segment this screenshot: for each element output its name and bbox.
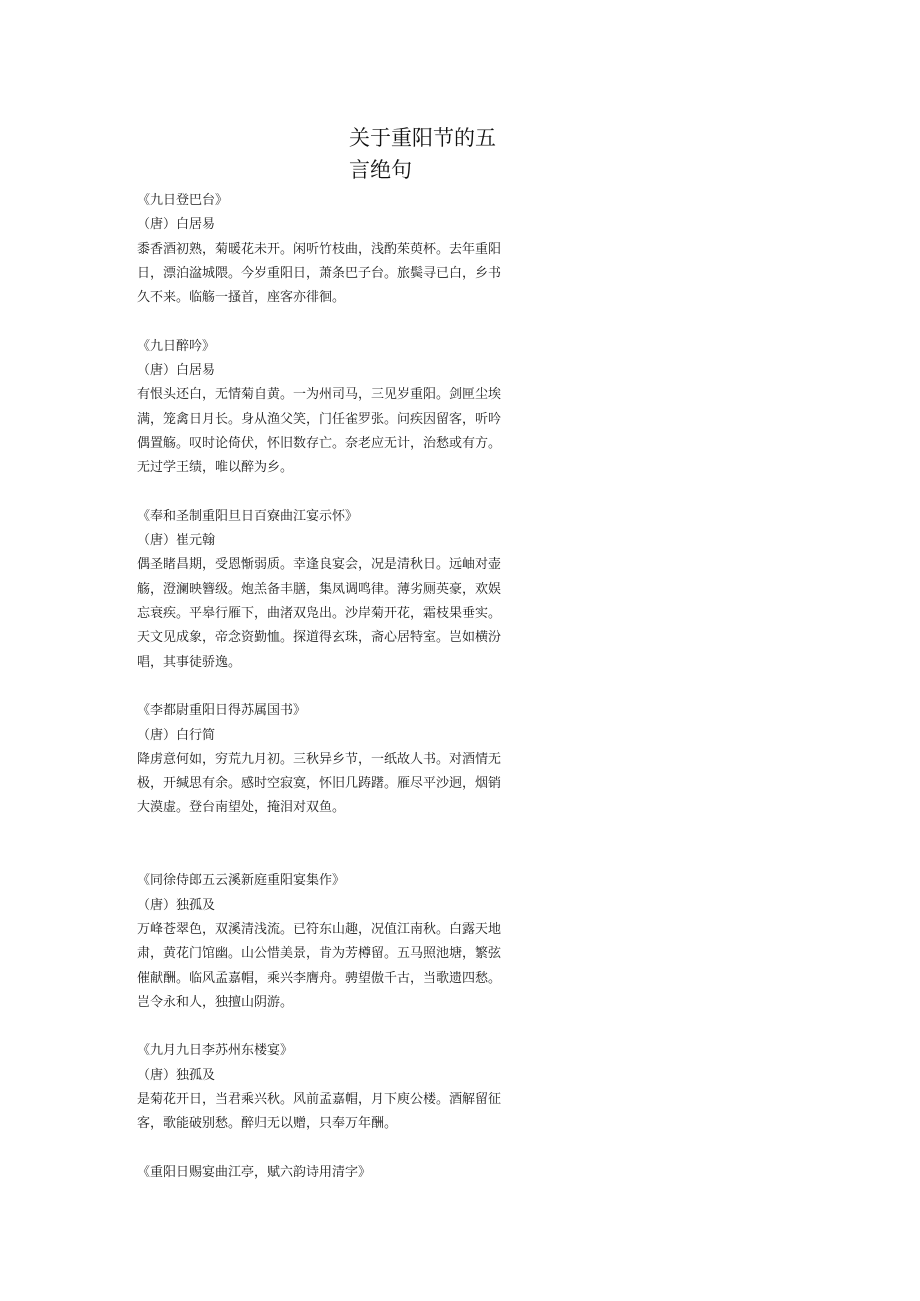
poem-author: （唐）独孤及 <box>137 1067 216 1083</box>
poem-line: 大漠虚。登台南望处，掩泪对双鱼。 <box>137 800 346 816</box>
poem-line: 偶圣睹昌期，受恩惭弱质。幸逢良宴会，况是清秋日。远岫对壶 <box>137 557 502 573</box>
document-title <box>349 122 509 186</box>
poem-block <box>137 1039 537 1136</box>
poem-line: 催献酬。临风孟嘉帽，乘兴李膺舟。骋望傲千古，当歌遗四愁。 <box>137 970 502 986</box>
poem-line: 偶置觞。叹时论倚伏，怀旧数存亡。奈老应无计，治愁或有方。 <box>137 435 502 451</box>
poem-name: 《同徐侍郎五云溪新庭重阳宴集作》 <box>137 873 346 889</box>
poem-line: 客，歌能破别愁。醉归无以赠，只奉万年酬。 <box>137 1116 398 1132</box>
poem-block <box>137 869 537 1015</box>
poem-line: 日，漂泊湓城隈。今岁重阳日，萧条巴子台。旅鬓寻已白，乡书 <box>137 265 502 281</box>
poem-block <box>137 189 537 310</box>
poem-name: 《奉和圣制重阳旦日百寮曲江宴示怀》 <box>137 508 359 524</box>
poem-name: 《九月九日李苏州东楼宴》 <box>137 1043 294 1059</box>
poem-line: 满，笼禽日月长。身从渔父笑，门任雀罗张。问疾因留客，听吟 <box>137 411 502 427</box>
poem-line: 黍香酒初熟，菊暖花未开。闲听竹枝曲，浅酌茱萸杯。去年重阳 <box>137 241 502 257</box>
poem-author: （唐）崔元翰 <box>137 533 216 549</box>
poem-block <box>137 1161 537 1185</box>
poem-line: 有恨头还白，无情菊自黄。一为州司马，三见岁重阳。剑匣尘埃 <box>137 387 502 403</box>
poem-line: 忘衰疾。平皋行雁下，曲渚双凫出。沙岸菊开花，霜枝果垂实。 <box>137 606 502 622</box>
poem-line: 岂令永和人，独擅山阴游。 <box>137 994 294 1010</box>
poem-author: （唐）白居易 <box>137 217 216 233</box>
poem-name: 《重阳日赐宴曲江亭，赋六韵诗用清字》 <box>137 1164 372 1180</box>
poem-author: （唐）独孤及 <box>137 897 216 913</box>
poem-line: 极，开缄思有余。感时空寂寞，怀旧几踌躇。雁尽平沙迥，烟销 <box>137 776 502 792</box>
poem-name: 《九日醉吟》 <box>137 338 216 354</box>
document-body <box>137 189 537 1185</box>
poem-line: 无过学王绩，唯以醉为乡。 <box>137 460 294 476</box>
poem-block <box>137 699 537 820</box>
poem-line: 降虏意何如，穷荒九月初。三秋异乡节，一纸故人书。对酒情无 <box>137 751 502 767</box>
poem-block <box>137 335 537 481</box>
poem-name: 《李都尉重阳日得苏属国书》 <box>137 703 307 719</box>
poem-author: （唐）白居易 <box>137 363 216 379</box>
poem-line: 唱，其事徒骄逸。 <box>137 654 242 670</box>
poem-line: 觞，澄澜映簪级。炮羔备丰膳，集凤调鸣律。薄劣厕英豪，欢娱 <box>137 581 502 597</box>
poem-line: 是菊花开日，当君乘兴秋。风前孟嘉帽，月下庾公楼。酒解留征 <box>137 1091 502 1107</box>
poem-line: 久不来。临觞一搔首，座客亦徘徊。 <box>137 290 346 306</box>
title-line-2: 言绝句 <box>349 158 412 182</box>
poem-block <box>137 505 537 675</box>
poem-line: 天文见成象，帝念资勤恤。探道得玄珠，斋心居特室。岂如横汾 <box>137 630 502 646</box>
poem-name: 《九日登巴台》 <box>137 193 229 208</box>
poem-author: （唐）白行简 <box>137 727 216 743</box>
poem-line: 万峰苍翠色，双溪清浅流。已符东山趣，况值江南秋。白露天地 <box>137 921 502 937</box>
title-line-1: 关于重阳节的五 <box>349 126 496 150</box>
poem-line: 肃，黄花门馆幽。山公惜美景，肯为芳樽留。五马照池塘，繁弦 <box>137 946 502 962</box>
